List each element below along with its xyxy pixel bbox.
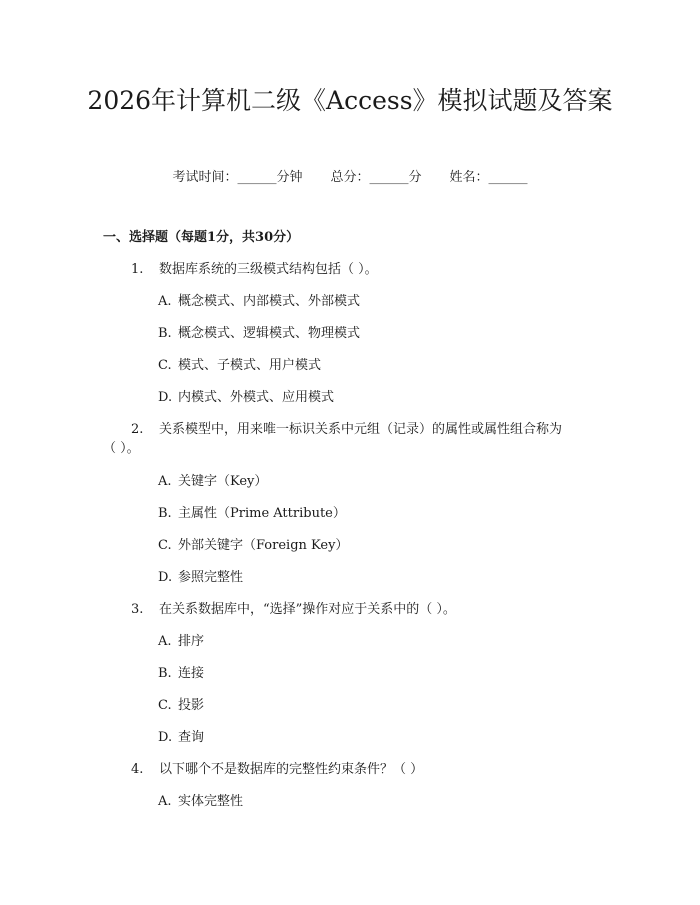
option-letter: D. (158, 730, 173, 745)
question-number: 4. (131, 762, 144, 777)
option-letter: C. (158, 538, 172, 553)
question-3 (131, 601, 456, 619)
option-1d (158, 389, 334, 407)
option-letter: A. (158, 794, 172, 809)
option-text: 排序 (178, 634, 205, 649)
option-3c (158, 697, 204, 715)
page-title: 2026年计算机二级《Access》模拟试题及答案 (87, 86, 613, 115)
option-text: 连接 (178, 666, 205, 681)
option-text: 关键字（Key） (178, 474, 268, 489)
option-1a (158, 293, 360, 311)
option-text: 概念模式、逻辑模式、物理模式 (178, 326, 361, 341)
question-text: 数据库系统的三级模式结构包括（ ）。 (159, 262, 378, 277)
name-blank: ______ (488, 170, 528, 185)
option-4a (158, 793, 243, 811)
question-number: 1. (131, 262, 144, 277)
option-letter: B. (158, 326, 172, 341)
option-letter: D. (158, 390, 173, 405)
section-heading: 一、选择题（每题1分，共30分） (103, 230, 300, 245)
option-letter: C. (158, 358, 172, 373)
question-2 (131, 421, 562, 439)
exam-info (0, 169, 700, 187)
option-letter: D. (158, 570, 173, 585)
option-1c (158, 357, 321, 375)
option-letter: B. (158, 506, 172, 521)
time-unit: 分钟 (276, 170, 303, 185)
question-text: 关系模型中，用来唯一标识关系中元组（记录）的属性或属性组合称为 (159, 422, 563, 437)
option-letter: C. (158, 698, 172, 713)
option-3d (158, 729, 204, 747)
option-1b (158, 325, 360, 343)
question-2-continuation: （ ）。 (103, 441, 140, 456)
option-letter: A. (158, 474, 172, 489)
option-text: 投影 (178, 698, 205, 713)
score-blank: ______ (369, 170, 409, 185)
option-3a (158, 633, 204, 651)
option-text: 模式、子模式、用户模式 (178, 358, 322, 373)
option-text: 内模式、外模式、应用模式 (178, 390, 335, 405)
score-unit: 分 (408, 170, 422, 185)
question-4 (131, 761, 423, 779)
option-text: 参照完整性 (178, 570, 244, 585)
option-letter: A. (158, 294, 172, 309)
option-2d (158, 569, 243, 587)
option-text: 查询 (178, 730, 205, 745)
option-3b (158, 665, 204, 683)
option-2b (158, 505, 346, 523)
option-text: 概念模式、内部模式、外部模式 (178, 294, 361, 309)
question-number: 2. (131, 422, 144, 437)
question-text: 在关系数据库中，“选择”操作对应于关系中的（ ）。 (159, 602, 456, 617)
option-2c (158, 537, 348, 555)
option-2a (158, 473, 267, 491)
option-text: 实体完整性 (178, 794, 244, 809)
question-1 (131, 261, 378, 279)
question-number: 3. (131, 602, 144, 617)
question-text: 以下哪个不是数据库的完整性约束条件？（ ） (159, 762, 424, 777)
name-label: 姓名： (449, 170, 489, 185)
option-letter: A. (158, 634, 172, 649)
option-letter: B. (158, 666, 172, 681)
time-label: 考试时间： (172, 170, 238, 185)
time-blank: ______ (237, 170, 277, 185)
score-label: 总分： (330, 170, 370, 185)
option-text: 外部关键字（Foreign Key） (178, 538, 349, 553)
option-text: 主属性（Prime Attribute） (178, 506, 346, 521)
